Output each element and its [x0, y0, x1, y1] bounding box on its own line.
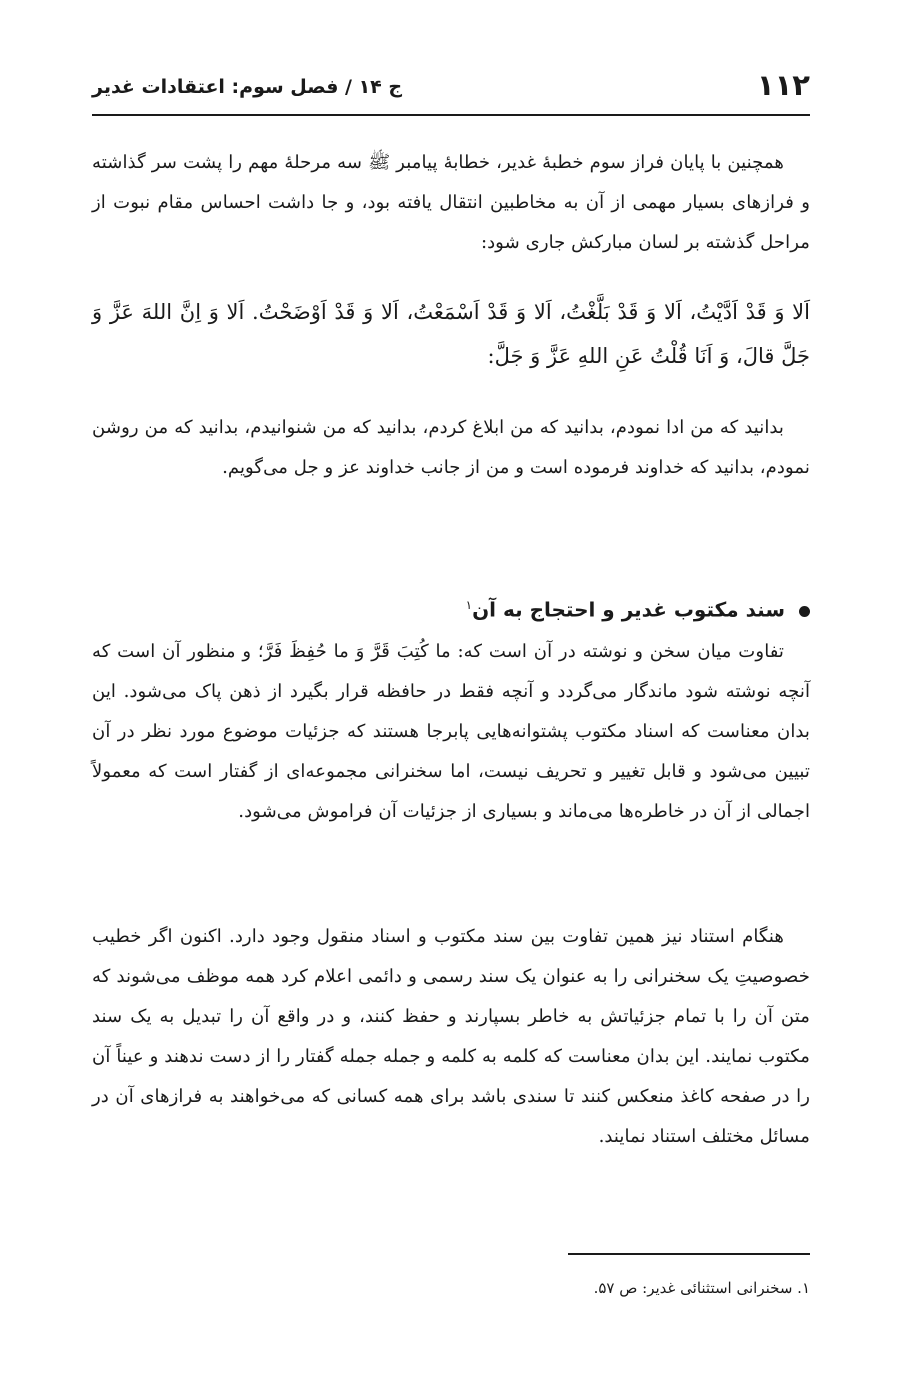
arabic-quote: اَلا وَ قَدْ اَدَّیْتُ، اَلا وَ قَدْ بَلَّغْتُ، اَلا وَ قَدْ اَسْمَعْتُ، اَلا وَ قَدْ اَوْضَحْتُ. اَلا وَ اِنَّ اللهَ عَزَّ وَ جَلَّ قالَ، وَ اَنَا قُلْتُ عَنِ اللهِ عَزَّ وَ جَلَّ:: [92, 300, 810, 368]
section-heading: [92, 588, 810, 627]
difference-paragraph: تفاوت میان سخن و نوشته در آن است که: ما کُتِبَ قَرَّ وَ ما حُفِظَ فَرَّ؛ و منظور آن است که آنچه نوشته شود ماندگار می‌گردد و آنچه فقط در حافظه قرار بگیرد از ذهن پاک می‌شود. این بدان معناست که اسناد مکتوب پشتوانه‌هایی پابرجا هستند که جزئیات موضوع مورد نظر در آن تبیین می‌شود و قابل تغییر و تحریف نیست، اما سخنرانی مجموعه‌ای از گفتار است که معمولاً اجمالی از آن در خاطره‌ها می‌ماند و بسیاری از جزئیات آن فراموش می‌شود.: [92, 641, 810, 822]
citation-paragraph: هنگام استناد نیز همین تفاوت بین سند مکتوب و اسناد منقول وجود دارد. اکنون اگر خطیب خصوصیتِ یک سخنرانی را به عنوان یک سند رسمی و دائمی اعلام کرد همه موظف می‌شوند که متن آن را با تمام جزئیاتش به خاطر بسپارند و حفظ کنند، و در واقع آن را تبدیل به یک سند مکتوب نمایند. این بدان معناست که کلمه به کلمه و جمله جمله گفتار را از دست ندهند و عیناً آن را در صفحه کاغذ منعکس کنند تا سندی باشد برای همه کسانی که می‌خواهند به فرازهای آن در مسائل مختلف استناد نمایند.: [92, 926, 810, 1147]
page-number: ۱۱۲: [756, 68, 810, 102]
section-heading-text: سند مکتوب غدیر و احتجاج به آن: [472, 597, 785, 622]
translation-paragraph: بدانید که من ادا نمودم، بدانید که من ابلاغ کردم، بدانید که من شنوانیدم، بدانید که من روشن نمودم، بدانید که خداوند فرموده است و من از جانب خداوند عز و جل می‌گویم.: [92, 417, 810, 478]
intro-paragraph: همچنین با پایان فراز سوم خطبهٔ غدیر، خطابهٔ پیامبر ﷺ سه مرحلهٔ مهم را پشت سر گذاشته و فرازهای بسیار مهمی از آن به مخاطبین انتقال یافته بود، و جا داشت احساس مقام نبوت از مراحل گذشته بر لسان مبارکش جاری شود:: [92, 152, 810, 253]
footnote-rule: [568, 1253, 810, 1255]
bullet-icon: [799, 606, 810, 617]
footnote-reference[interactable]: ۱: [465, 598, 473, 612]
page-header: [92, 60, 810, 110]
footnote: ۱. سخنرانی استثنائی غدیر: ص ۵۷.: [593, 1279, 810, 1297]
running-head: ج ۱۴ / فصل سوم: اعتقادات غدیر: [92, 76, 403, 98]
header-rule: [92, 114, 810, 116]
